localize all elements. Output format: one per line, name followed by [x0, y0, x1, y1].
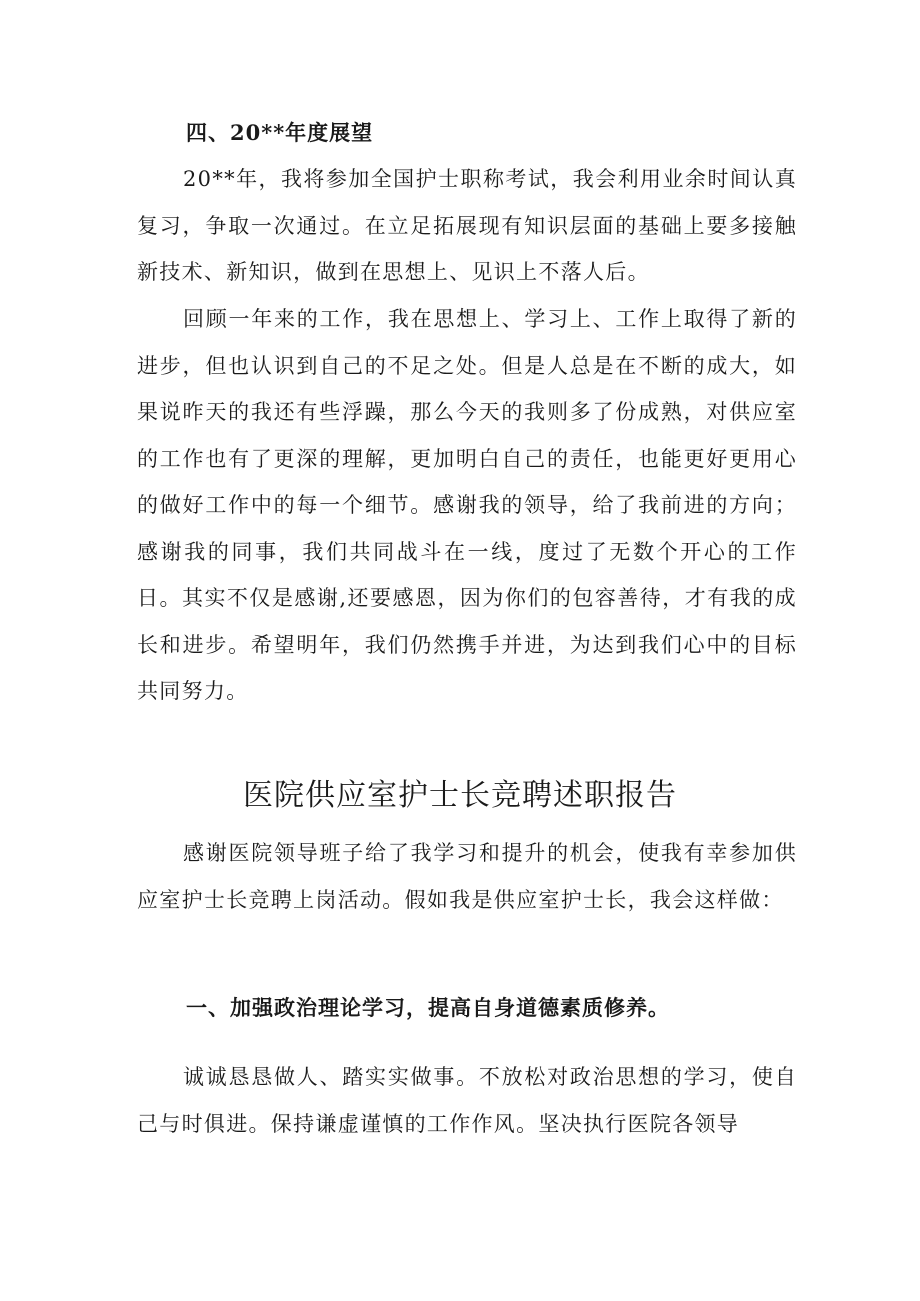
- section-heading-outlook: 四、20**年度展望: [186, 120, 374, 145]
- paragraph-report-intro: 感谢医院领导班子给了我学习和提升的机会，使我有幸参加供应室护士长竞聘上岗活动。假如我是供应室护士长，我会这样做：: [137, 841, 797, 912]
- report-title: 医院供应室护士长竞聘述职报告: [243, 778, 677, 813]
- section-heading-political-study: 一、加强政治理论学习，提高自身道德素质修养。: [186, 995, 670, 1020]
- paragraph-political-study: 诚诚恳恳做人、踏实实做事。不放松对政治思想的学习，使自己与时俱进。保持谦虚谨慎的工作作风。坚决执行医院各领导: [137, 1065, 797, 1136]
- paragraph-exam-plan: 20**年，我将参加全国护士职称考试，我会利用业余时间认真复习，争取一次通过。在立足拓展现有知识层面的基础上要多接触新技术、新知识，做到在思想上、见识上不落人后。: [137, 167, 797, 284]
- paragraph-year-review: 回顾一年来的工作，我在思想上、学习上、工作上取得了新的进步，但也认识到自己的不足之处。但是人总是在不断的成大，如果说昨天的我还有些浮躁，那么今天的我则多了份成熟，对供应室的工作也有了更深的理解，更加明白自己的责任，也能更好更用心的做好工作中的每一个细节。感谢我的领导，给了我前进的方向；感谢我的同事，我们共同战斗在一线，度过了无数个开心的工作日。其实不仅是感谢,还要感恩，因为你们的包容善待，才有我的成长和进步。希望明年，我们仍然携手并进，为达到我们心中的目标共同努力。: [137, 307, 797, 703]
